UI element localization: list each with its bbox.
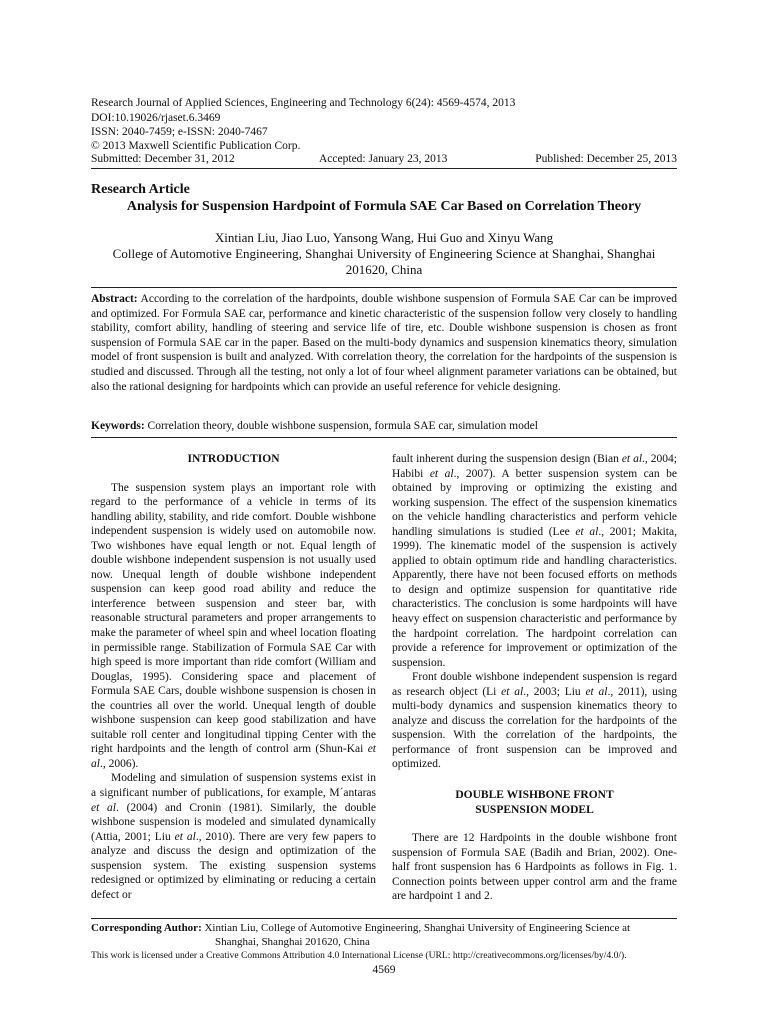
right-column xyxy=(392,452,677,904)
keywords-label: Keywords: xyxy=(91,420,145,432)
author-block xyxy=(91,230,677,278)
footer-rule xyxy=(91,918,677,919)
doi: DOI:10.19026/rjaset.6.3469 xyxy=(91,112,221,124)
keywords-rule xyxy=(91,437,677,438)
authors: Xintian Liu, Jiao Luo, Yansong Wang, Hui Guo and Xinyu Wang xyxy=(214,230,554,245)
intro-paragraph-2: Modeling and simulation of suspension systems exist in a significant number of publications, for example, M´antaras et al. (2004) and Cronin (1981). Similarly, the double wishbone suspension is modeled and simulated dynamically (Attia, 2001; Liu et al., 2010). There are very few papers to analyze and discuss the design and optimization of the suspension system. The existing suspension systems redesigned or optimized by eliminating or reducing a certain defect or xyxy=(91,772,376,901)
left-column xyxy=(91,452,376,902)
header-rule xyxy=(91,168,677,169)
intro-paragraph-1: The suspension system plays an important role with regard to the performance of a vehicle in terms of its handling ability, stability, and ride comfort. Double wishbone independent suspension is widely used on automobile now. Two wishbones have equal length or not. Equal length of double wishbone independent suspension is not usually used now. Unequal length of double wishbone independent suspension can keep good road ability and reduce the interference between suspension and steer bar, with reasonable structural parameters and proper arrangements to make the parameter of wheel spin and wheel location floating in permissible range. Stabilization of Formula SAE Car with high speed is more important than ride comfort (William and Douglas, 1995). Considering space and placement of Formula SAE Cars, double wishbone suspension is chosen in the countries all over the world. Unequal length of double wishbone suspension can keep good stabilization and have suitable roll center and longitudinal tipping Center with the right hardpoints and the length of control arm (Shun-Kai et al., 2006). xyxy=(91,481,376,770)
abstract xyxy=(91,292,677,394)
corresponding-author: Corresponding Author: Xintian Liu, College of Automotive Engineering, Shanghai University of Engineering Science at Shanghai, Shanghai 201620, China xyxy=(91,922,631,948)
abstract-text: According to the correlation of the hardpoints, double wishbone suspension of Formula SAE Car can be improved and optimized. For Formula SAE car, performance and kinetic characteristic of the suspension follow very closely to handling stability, comfort ability, handling of steering and service life of tire, etc. Double wishbone suspension is chosen as front suspension of Formula SAE car in the paper. Based on the multi-body dynamics and suspension kinematics theory, simulation model of front suspension is built and analyzed. With correlation theory, the correlation for the hardpoints of the suspension is studied and discussed. Through all the testing, not only a lot of four wheel alignment parameter variations can be obtained, but also the rational designing for hardpoints which can provide an useful reference for vehicle designing. xyxy=(91,293,677,393)
abstract-top-rule xyxy=(91,287,677,288)
page-number: 4569 xyxy=(372,964,396,976)
license-notice: This work is licensed under a Creative Commons Attribution 4.0 International License (URL: http://creativecommons.org/licenses/by/4.0/). xyxy=(91,950,627,961)
keywords xyxy=(91,419,677,433)
affiliation: College of Automotive Engineering, Shanghai University of Engineering Science at Shanghai, Shanghai 201620, China xyxy=(112,246,656,277)
model-paragraph-1: There are 12 Hardpoints in the double wishbone front suspension of Formula SAE (Badih and Brian, 2002). One-half front suspension has 6 Hardpoints as follows in Fig. 1. Connection points between upper control arm and the frame are hardpoint 1 and 2. xyxy=(392,832,677,903)
accepted-date: Accepted: January 23, 2013 xyxy=(319,153,448,165)
published-date: Published: December 25, 2013 xyxy=(535,153,677,165)
article-type: Research Article xyxy=(91,182,190,197)
paper-title: Analysis for Suspension Hardpoint of Formula SAE Car Based on Correlation Theory xyxy=(126,199,642,214)
abstract-label: Abstract: xyxy=(91,293,138,305)
issn: ISSN: 2040-7459; e-ISSN: 2040-7467 xyxy=(91,126,268,138)
right-paragraph-1: fault inherent during the suspension design (Bian et al., 2004; Habibi et al., 2007). A better suspension system can be obtained by improving or optimizing the existing and working suspension. The effect of the suspension kinematics on the vehicle handling characteristics and perform vehicle handling simulations is studied (Lee et al., 2001; Makita, 1999). The kinematic model of the suspension is actively applied to obtain optimum ride and handling characteristics. Apparently, there have not been focused efforts on methods to design and optimize suspension for quantitative ride characteristics. The conclusion is some hardpoints will have heavy effect on suspension characteristic and performance by the hardpoint correlation. The hardpoint correlation can provide a reference for improvement or optimization of the suspension. xyxy=(392,453,677,669)
section-heading-introduction: INTRODUCTION xyxy=(187,453,280,465)
right-paragraph-2: Front double wishbone independent suspension is regard as research object (Li et al., 2003; Liu et al., 2011), using multi-body dynamics and suspension kinematics theory to analyze and discuss the correlation for the hardpoints of the suspension. With the correlation of the hardpoints, the performance of front suspension can be improved and optimized. xyxy=(392,671,677,771)
journal-citation: Research Journal of Applied Sciences, Engineering and Technology 6(24): 4569-4574, 2013 xyxy=(91,97,516,109)
keywords-text: Correlation theory, double wishbone suspension, formula SAE car, simulation model xyxy=(147,420,538,432)
section-heading-model: DOUBLE WISHBONE FRONT SUSPENSION MODEL xyxy=(455,789,614,816)
corresponding-author-label: Corresponding Author: xyxy=(91,922,202,934)
submitted-date: Submitted: December 31, 2012 xyxy=(91,153,235,165)
copyright: © 2013 Maxwell Scientific Publication Corp. xyxy=(91,140,301,152)
